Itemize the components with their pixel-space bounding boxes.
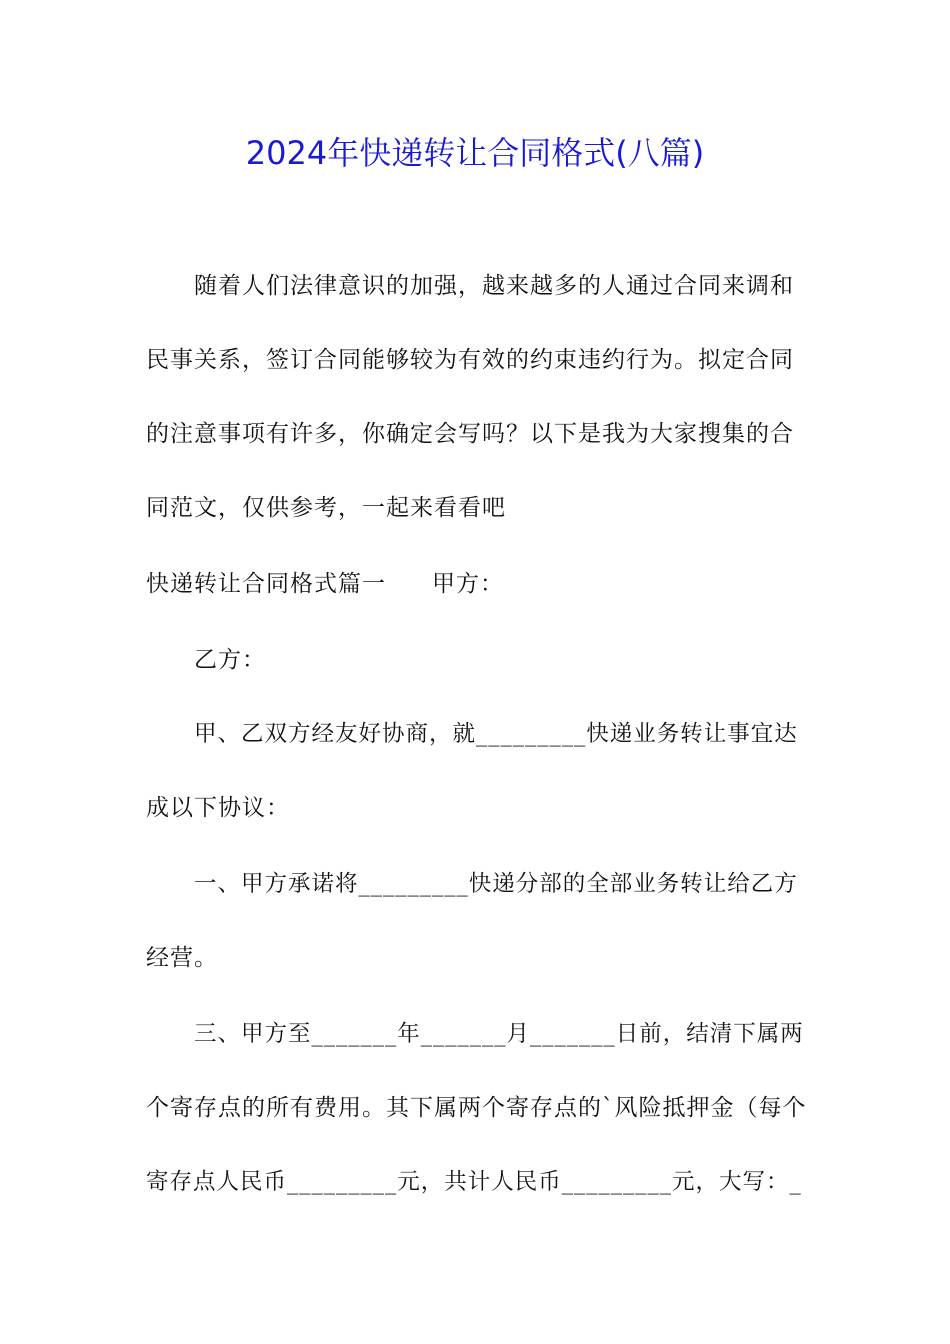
document-title: 2024年快递转让合同格式(八篇) (245, 134, 705, 172)
party-a-label: 甲方： (432, 571, 504, 597)
paragraph-line: 三、甲方至_______年_______月_______日前，结清下属两 (194, 1021, 804, 1047)
paragraph-line: 民事关系，签订合同能够较为有效的约束违约行为。拟定合同 (146, 347, 794, 373)
paragraph-line: 随着人们法律意识的加强，越来越多的人通过合同来调和 (194, 273, 794, 299)
paragraph-line: 个寄存点的所有费用。其下属两个寄存点的`风险抵押金（每个 (146, 1095, 807, 1121)
paragraph-line: 甲、乙双方经友好协商，就_________快递业务转让事宜达 (194, 721, 798, 747)
section-heading: 快递转让合同格式篇一 (146, 571, 386, 597)
party-b-label: 乙方： (194, 647, 266, 673)
paragraph-line: 经营。 (146, 945, 218, 971)
paragraph-line: 成以下协议： (146, 795, 290, 821)
paragraph-line: 同范文，仅供参考，一起来看看吧 (146, 495, 506, 521)
paragraph-line: 寄存点人民币_________元，共计人民币_________元，大写：_ (146, 1169, 802, 1195)
paragraph-line: 的注意事项有许多，你确定会写吗？以下是我为大家搜集的合 (146, 421, 794, 447)
section-heading-line (146, 568, 806, 600)
paragraph-line: 一、甲方承诺将_________快递分部的全部业务转让给乙方 (194, 871, 798, 897)
